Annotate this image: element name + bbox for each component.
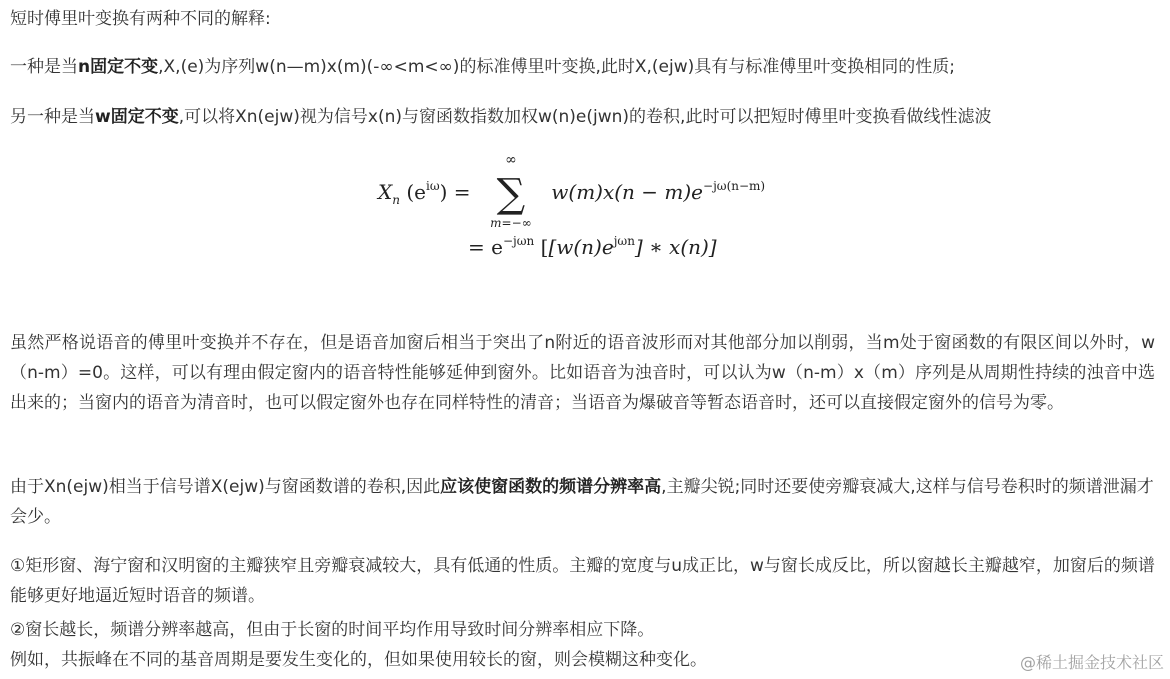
paragraph-interpretation-1 [10, 52, 955, 82]
p3-bold: w固定不变 [95, 107, 179, 127]
formula-lhs-arg-exp: iω [426, 179, 440, 193]
formula-lhs-var: X [378, 180, 393, 204]
formula-line2-exp: −jωn [502, 234, 535, 248]
paragraph-interpretation-2 [10, 102, 991, 132]
formula-line2-open: [ [540, 235, 549, 259]
formula-line2-body-exp: jωn [613, 234, 635, 248]
formula-line-2 [468, 234, 717, 259]
p5-post: ,主瓣尖锐;同时还要使旁瓣衰减大,这样与信号卷积时的频谱泄漏才会少。 [10, 477, 1154, 527]
paragraph-point-2: ②窗长越长，频谱分辨率越高，但由于长窗的时间平均作用导致时间分辨率相应下降。 [10, 620, 655, 640]
formula-line2-body-b: ] ∗ x(n)] [634, 235, 717, 259]
formula-equals-1: = [453, 180, 471, 204]
formula-equals-2: = [468, 235, 485, 259]
paragraph-intro: 短时傅里叶变换有两种不同的解释: [10, 9, 271, 29]
paragraph-spectrum [10, 472, 1155, 532]
formula-term-1: w(m)x(n − m)e [551, 180, 704, 204]
formula-line2-base: e [491, 235, 503, 259]
formula-lhs-sub: n [392, 193, 400, 207]
paragraph-example: 例如，共振峰在不同的基音周期是要发生变化的，但如果使用较长的窗，则会模糊这种变化。 [10, 650, 707, 670]
p2-post: ,X,(e)为序列w(n—m)x(m)(-∞<m<∞)的标准傅里叶变换,此时X,(ejw)具有与标准傅里叶变换相同的性质; [158, 57, 955, 77]
formula-term-1-exp: −jω(n−m) [703, 179, 766, 193]
p5-bold: 应该使窗函数的频谱分辨率高 [440, 477, 662, 497]
formula-line-1: $X_n$ $(e^{i\omega})$ = ∞ ∑ m=−∞ $w(m)x(n - m)e^{-j\omega(n-m)}$ [378, 152, 766, 230]
p3-post: ,可以将Xn(ejw)视为信号x(n)与窗函数指数加权w(n)e(jwn)的卷积,此时可以把短时傅里叶变换看做线性滤波 [178, 107, 992, 127]
formula-lhs-arg-base: e [414, 180, 426, 204]
stft-formula [378, 152, 828, 272]
formula-line2-body-a: [w(n)e [548, 235, 614, 259]
p2-pre: 一种是当 [10, 57, 78, 77]
paragraph-point-1: ①矩形窗、海宁窗和汉明窗的主瓣狭窄且旁瓣衰减较大，具有低通的性质。主瓣的宽度与u成正比，w与窗长成反比，所以窗越长主瓣越窄，加窗后的频谱能够更好地逼近短时语音的频谱。 [10, 556, 1155, 606]
paragraph-windowing: 虽然严格说语音的傅里叶变换并不存在，但是语音加窗后相当于突出了n附近的语音波形而对其他部分加以削弱，当m处于窗函数的有限区间以外时，w（n-m）=0。这样，可以有理由假定窗内的语音特性能够延伸到窗外。比如语音为浊音时，可以认为w（n-m）x（m）序列是从周期性持续的浊音中选出来的；当窗内的语音为清音时，也可以假定窗外也存在同样特性的清音；当语音为爆破音等暂态语音时，还可以直接假定窗外的信号为零。 [10, 333, 1155, 413]
sum-symbol: ∑ [496, 171, 526, 217]
p3-pre: 另一种是当 [10, 107, 95, 127]
watermark: @稀土掘金技术社区 [1019, 653, 1164, 672]
p5-pre: 由于Xn(ejw)相当于信号谱X(ejw)与窗函数谱的卷积,因此 [10, 477, 441, 497]
p2-bold: n固定不变 [78, 57, 159, 77]
formula-summation [483, 152, 539, 230]
sum-lower-limit: m=−∞ [490, 216, 532, 230]
sum-upper-limit: ∞ [505, 152, 517, 168]
